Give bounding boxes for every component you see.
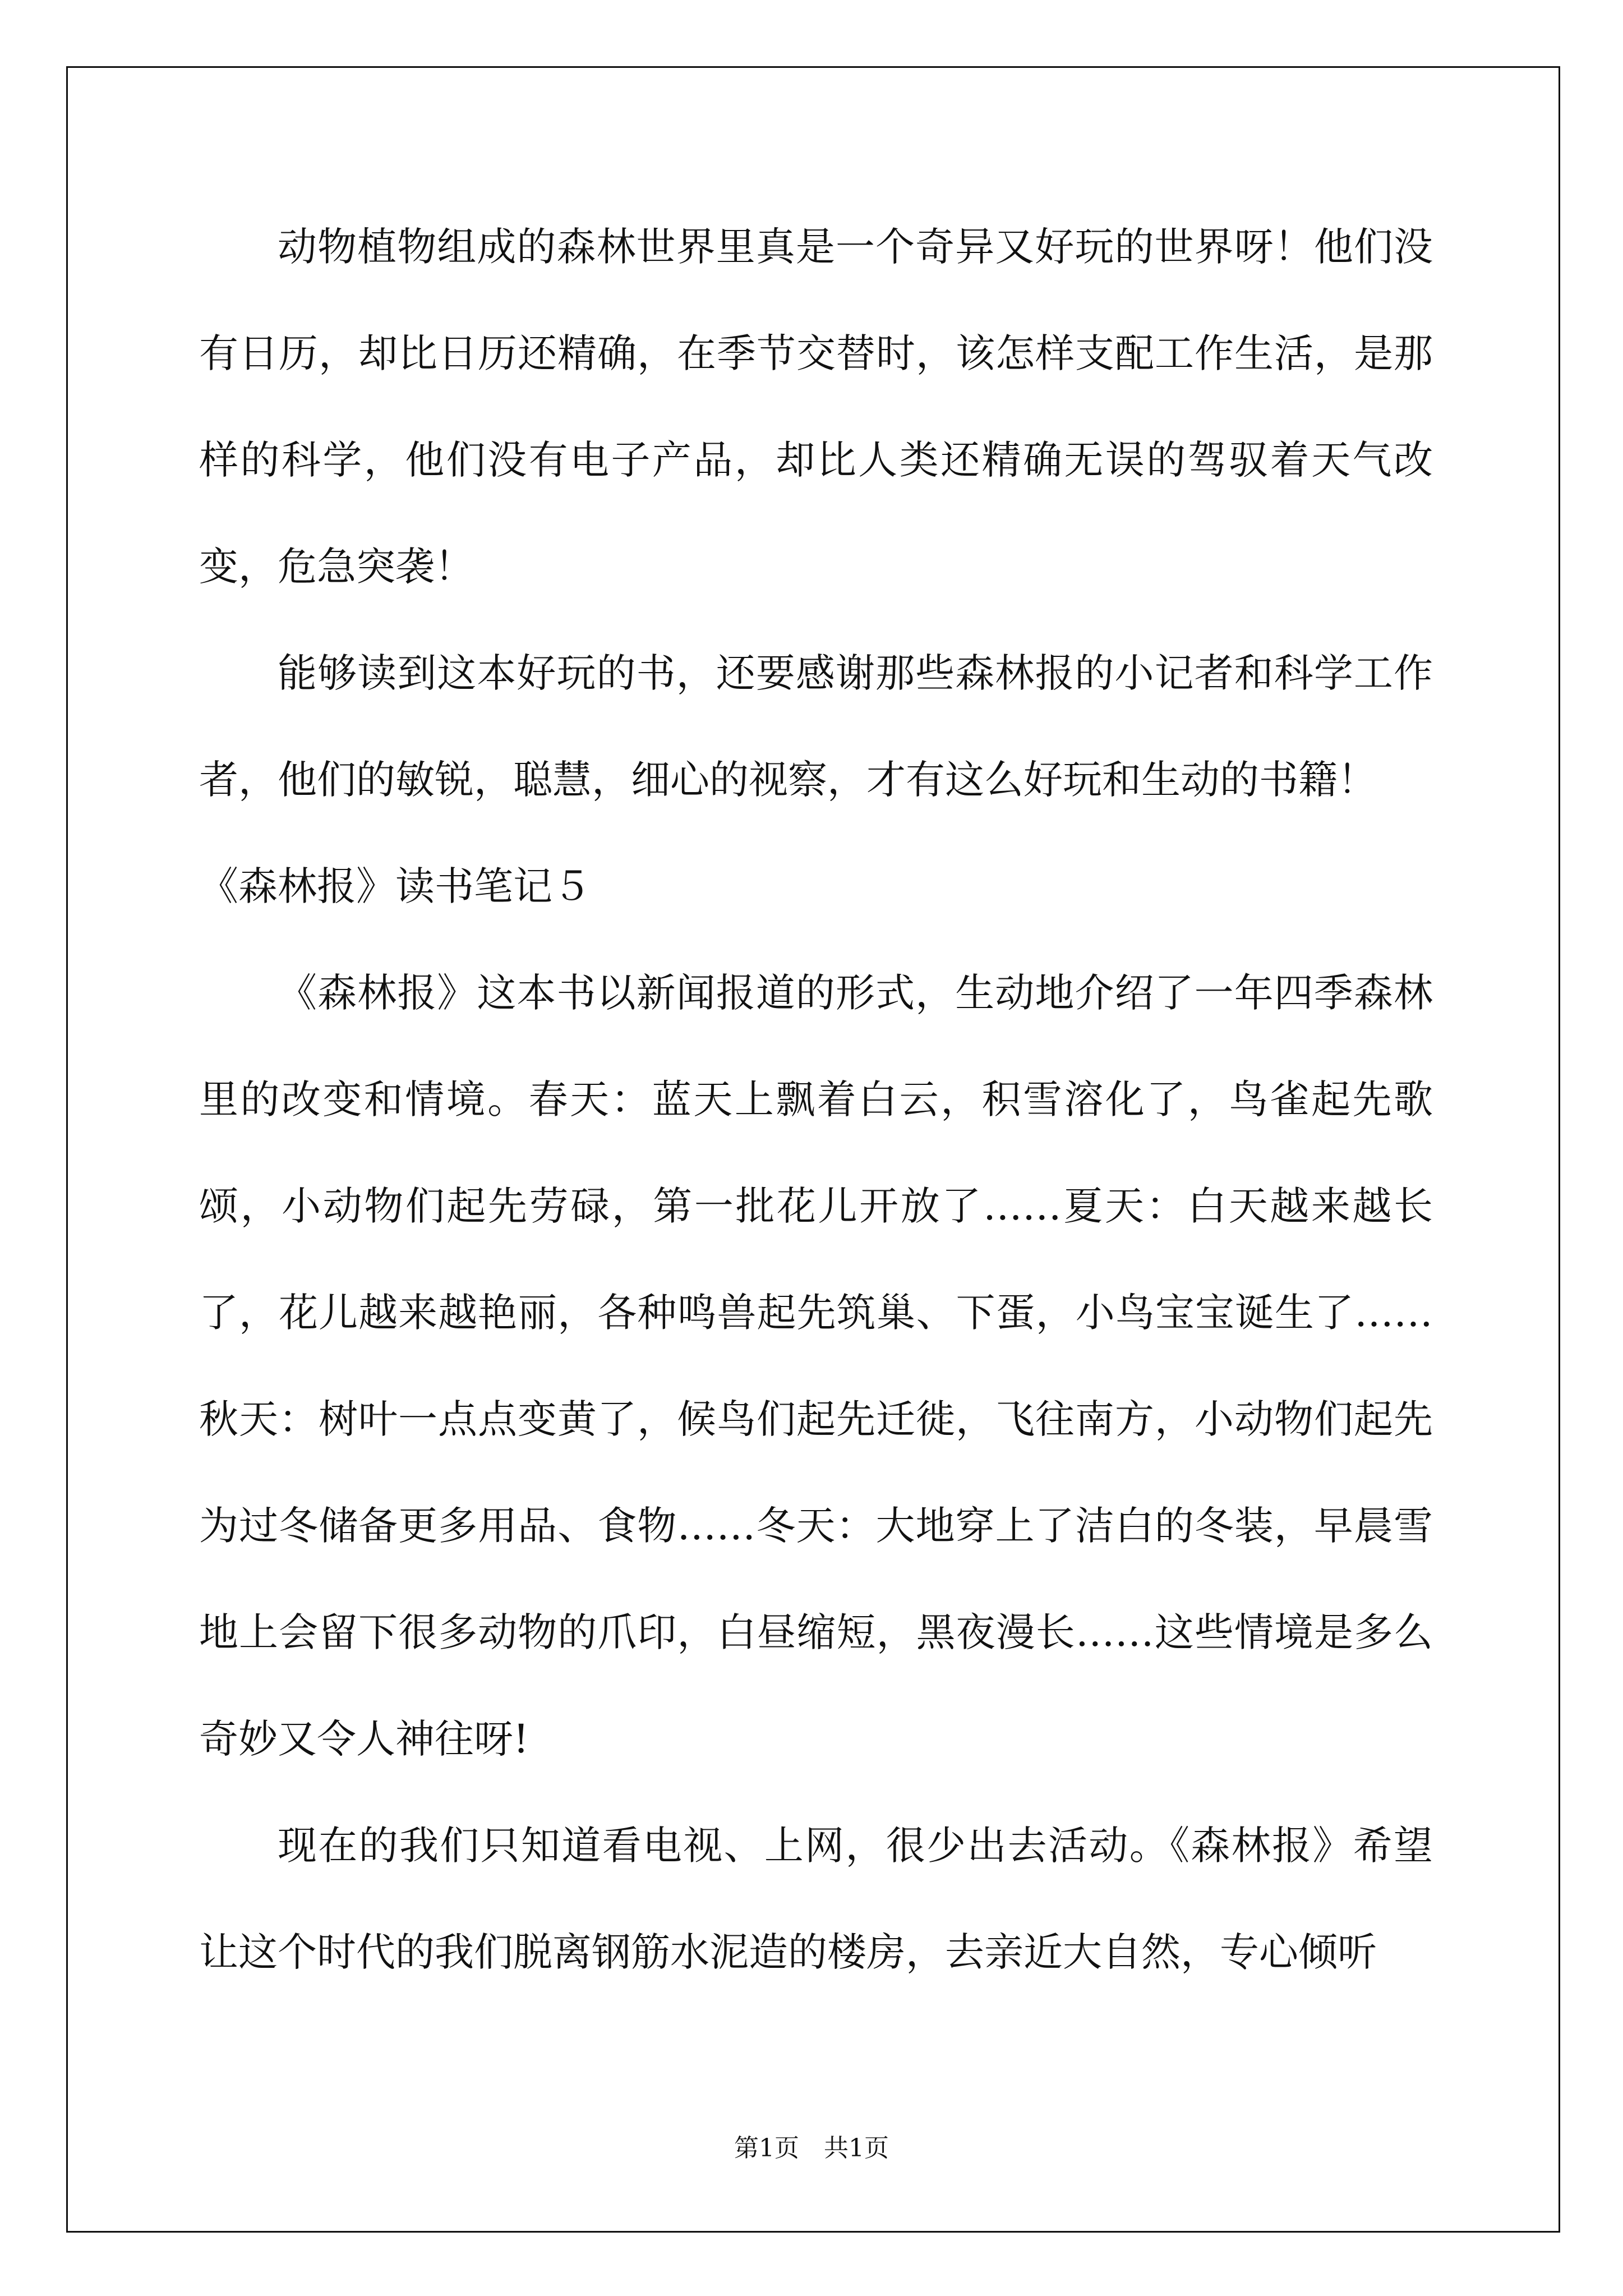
paragraph-4: 现在的我们只知道看电视、上网，很少出去活动。《森林报》希望让这个时代的我们脱离钢筋水泥造的楼房，去亲近大自然，专心倾听 bbox=[199, 1823, 1433, 1975]
paragraph-3: 《森林报》这本书以新闻报道的形式，生动地介绍了一年四季森林里的改变和情境。春天：蓝天上飘着白云，积雪溶化了，鸟雀起先歌颂，小动物们起先劳碌，第一批花儿开放了……夏天：白天越来越长了，花儿越来越艳丽，各种鸣兽起先筑巢、下蛋，小鸟宝宝诞生了……秋天：树叶一点点变黄了，候鸟们起先迁徙，飞往南方，小动物们起先为过冬储备更多用品、食物……冬天：大地穿上了洁白的冬装，早晨雪地上会留下很多动物的爪印，白昼缩短，黑夜漫长……这些情境是多么奇妙又令人神往呀! bbox=[199, 970, 1433, 1762]
paragraph-2: 能够读到这本好玩的书，还要感谢那些森林报的小记者和科学工作者，他们的敏锐，聪慧，细心的视察，才有这么好玩和生动的书籍！ bbox=[199, 650, 1433, 803]
section-heading: 《森林报》读书笔记５ bbox=[199, 863, 592, 909]
page-footer: 第1页 共1页 bbox=[734, 2134, 889, 2162]
document-body bbox=[199, 194, 1433, 2005]
paragraph-1: 动物植物组成的森林世界里真是一个奇异又好玩的世界呀！他们没有日历，却比日历还精确，在季节交替时，该怎样支配工作生活，是那样的科学，他们没有电子产品，却比人类还精确无误的驾驭着天气改变，危急突袭！ bbox=[199, 224, 1433, 590]
